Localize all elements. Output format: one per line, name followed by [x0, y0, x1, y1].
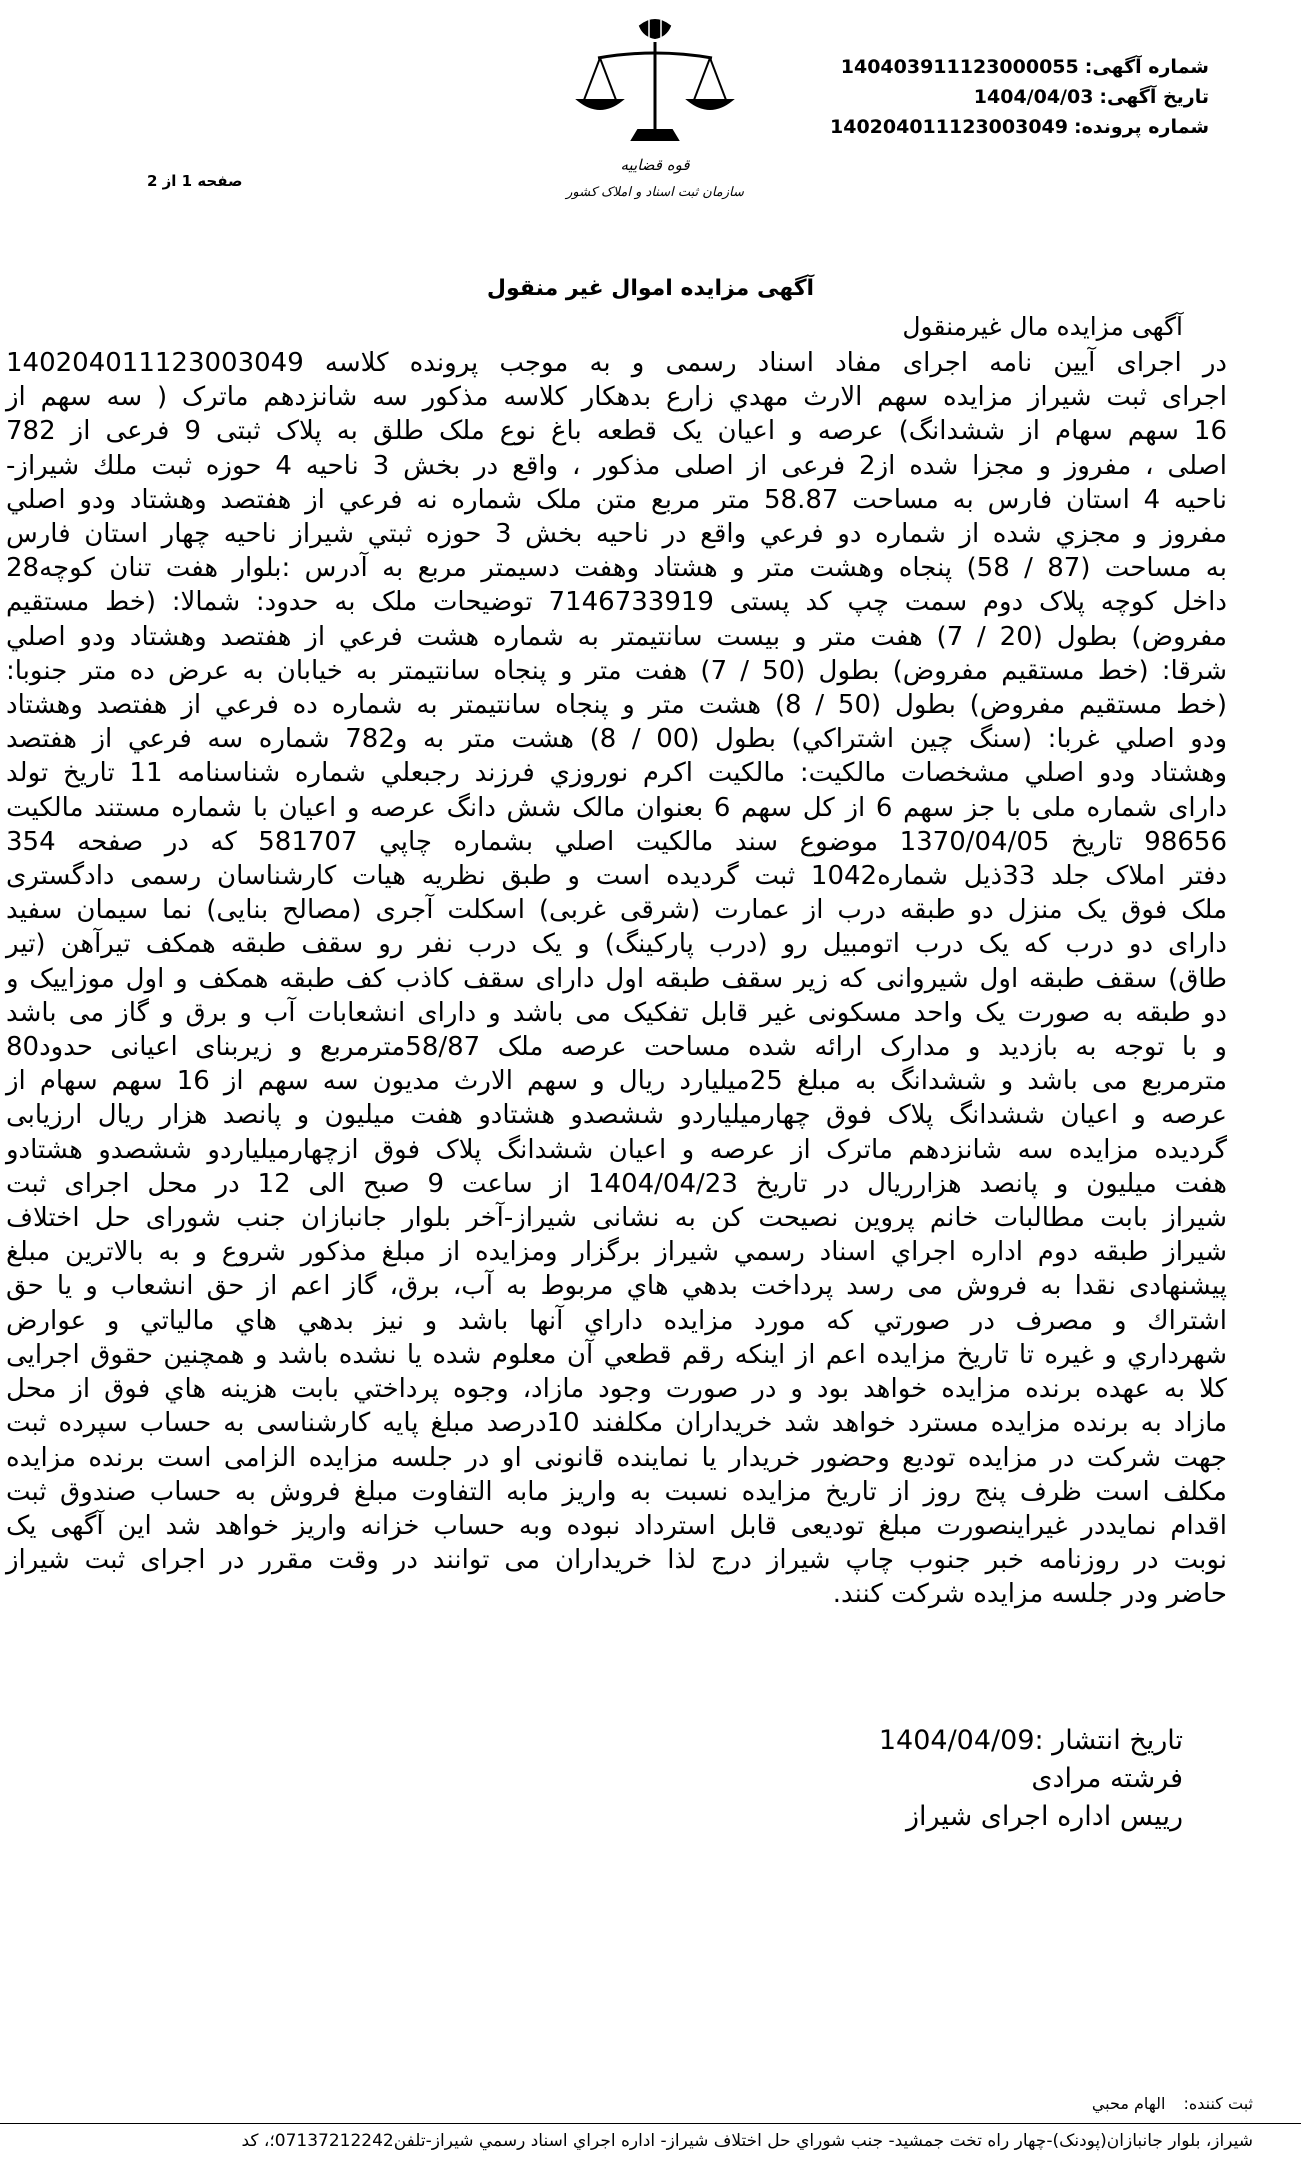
notice-body-line: ملک فوق یک منزل دو طبقه درب از عمارت (شرقی غربی) اسکلت آجری (مصالح بنایی) نما سیمان سفید	[6, 895, 1227, 926]
notice-number: 140403911123000055	[840, 56, 1079, 78]
notice-metadata	[830, 52, 1209, 142]
notice-date-row	[830, 82, 1209, 112]
notice-body-line: کلا به عهده برنده مزایده خواهد بود و در صورت وجود مازاد، وجوه پرداختي بابت هزینه هاي فوق از محل	[6, 1374, 1227, 1405]
case-number-label: شماره پرونده:	[1073, 116, 1209, 138]
notice-date-label: تاریخ آگهی:	[1099, 86, 1209, 108]
registrar-line	[1092, 2094, 1253, 2113]
notice-body-line: اشتراك و مصرف در صورتي كه مورد مزایده داراي آنها باشد و نیز بدهي هاي مالیاتي و عوارض	[6, 1305, 1227, 1336]
notice-body-line: 16 سهم سهام از ششدانگ) عرصه و اعیان یک قطعه باغ نوع ملک طلق به پلاک ثبتی 9 فرعی از 782	[6, 416, 1227, 447]
notice-body-line: مفروض) بطول (20 / 7) هفت متر و بیست سانتیمتر به شماره هشت فرعي از هفتصد وهشتاد ودو اصلي	[6, 621, 1227, 652]
footer-address	[0, 2131, 1301, 2151]
notice-body-line: در اجرای آیین نامه اجرای مفاد اسناد رسمی و به موجب پرونده کلاسه 140204011123003049	[6, 348, 1227, 378]
signer-name: فرشته مرادی	[1031, 1763, 1183, 1794]
judiciary-emblem-icon	[540, 12, 770, 212]
case-number: 140204011123003049	[830, 116, 1068, 138]
notice-body-line: (خط مستقیم مفروض) بطول (50 / 8) هشت متر و پنجاه سانتیمتر به شماره ده فرعي از هفتصد وهشتاد	[6, 690, 1228, 721]
notice-body-line: ودو اصلي غربا: (سنگ چین اشتراکي) بطول (00 / 8) هشت متر به و782 شماره سه فرعي از هفتصد	[6, 724, 1227, 755]
notice-body-line: دفتر املاک جلد 33ذیل شماره1042 ثبت گردیده است و طبق نظریه هیات کارشناسان رسمی دادگستری	[6, 861, 1228, 892]
notice-body-line: وهشتاد ودو اصلي مشخصات مالکیت: مالکیت اکرم نوروزي فرزند رجبعلي شماره شناسنامه 11 تاریخ تولد	[6, 758, 1228, 789]
notice-body-line: شیراز طبقه دوم اداره اجراي اسناد رسمي شیراز برگزار ومزایده از مبلغ مذکور شروع و به بالاترین مبلغ	[6, 1237, 1227, 1268]
notice-body-line: هفت میلیون و پانصد هزارریال در تاریخ 1404/04/23 از ساعت 9 صبح الی 12 در محل اجرای ثبت	[6, 1168, 1228, 1199]
page-indicator: صفحه 1 از 2	[147, 172, 243, 190]
notice-body-line: دارای شماره ملی با جز سهم 6 از کل سهم 6 بعنوان مالک شش دانگ عرصه و اعیان با شماره مستند مالکیت	[6, 792, 1228, 823]
registrar-name: الهام محبي	[1091, 2094, 1166, 2113]
notice-body-line: طاق) سقف طبقه اول شیروانی که زیر سقف طبقه اول دارای سقف کاذب کف طبقه همکف و اول موزاییک و	[6, 963, 1227, 994]
notice-body	[6, 346, 1227, 1612]
notice-body-line: عرصه و اعیان ششدانگ پلاک فوق چهارمیلیاردو ششصدو هشتادو هفت میلیون و پانصد هزار ریال ارزیابی	[6, 1100, 1227, 1131]
notice-body-line: اصلی ، مفروز و مجزا شده از2 فرعی از اصلی مذکور ، واقع در بخش 3 ناحیه 4 حوزه ثبت ملك شیراز-	[6, 450, 1227, 481]
notice-body-line: دارای دو درب که یک درب اتومبیل رو (درب پارکینگ) و یک درب نفر رو سقف طبقه همکف تیرآهن (تیر	[6, 929, 1227, 960]
notice-body-line: شرقا: (خط مستقیم مفروض) بطول (50 / 7) هفت متر و پنجاه سانتیمتر به خیابان به عرض ده متر جنوبا:	[6, 655, 1227, 686]
emblem-caption-organization: سازمان ثبت اسناد و املاک کشور	[566, 185, 744, 200]
notice-body-line: اقدام نمایددر غیراینصورت مبلغ تودیعی قابل استرداد نبوده وبه حساب خزانه واریز خواهد شد این آگهی یک	[6, 1510, 1227, 1541]
notice-body-line: شیراز بابت مطالبات خانم پروین نصیحت کن به نشانی شیراز-آخر بلوار جانبازان جنب شورای حل اختلاف	[6, 1203, 1227, 1234]
notice-number-row	[830, 52, 1209, 82]
notice-date: 1404/04/03	[973, 86, 1094, 108]
case-number-row	[830, 112, 1209, 142]
notice-body-line: به مساحت (87 / 58) پنجاه وهشت متر و هشتاد وهفت دسیمتر مربع به آدرس :بلوار هفت تنان کوچه28	[6, 553, 1227, 584]
notice-body-line: داخل کوچه پلاک دوم سمت چپ کد پستی 7146733919 توضیحات ملک به حدود: شمالا: (خط مستقیم	[6, 587, 1227, 618]
footer-address-text: شیراز، بلوار جانبازان(پودنک)-چهار راه تخت جمشید- جنب شوراي حل اختلاف شیراز- اداره اجراي اسناد رسمي شیراز-تلفن07137212242؛، کد	[241, 2131, 1253, 2151]
publication-block	[879, 1722, 1183, 1836]
notice-body-line: و با توجه به بازدید و مدارک ارائه شده مساحت عرصه ملک 58/87مترمربع و زیربنای اعیانی حدود80	[6, 1032, 1227, 1063]
notice-title: آگهی مزایده اموال غیر منقول	[486, 276, 815, 301]
notice-number-label: شماره آگهی:	[1084, 56, 1209, 78]
notice-body-line: جهت شرکت در مزایده تودیع وحضور خریدار یا نماینده قانونی او در جلسه مزایده الزامی است برنده مزایده	[6, 1442, 1227, 1473]
notice-body-line: پیشنهادی نقدا به فروش می رسد پرداخت بدهي هاي مربوط به آب، برق، گاز اعم از حق انشعاب و یا حق	[6, 1271, 1227, 1302]
registrar-label: ثبت کننده:	[1183, 2094, 1253, 2113]
emblem-caption-judiciary: قوه قضاییه	[620, 156, 690, 174]
notice-body-line: گردیده مزایده سه شانزدهم ماترک از عرصه و اعیان ششدانگ پلاک فوق ازچهارمیلیاردو ششصدو هشتادو	[6, 1134, 1227, 1165]
notice-body-line: دو طبقه به صورت یک واحد مسکونی غیر قابل تفکیک می باشد و دارای انشعابات آب و برق و گاز می باشد	[6, 997, 1227, 1028]
publish-date: تاریخ انتشار :1404/04/09	[878, 1725, 1183, 1756]
notice-body-line: اجرای ثبت شیراز مزایده سهم الارث مهدي زارع بدهکار کلاسه مذکور سه شانزدهم ماترک ( سه سهم از	[6, 382, 1227, 413]
notice-body-line: نوبت در روزنامه خبر جنوب چاپ شیراز درج لذا خریداران می توانند در وقت مقرر در اجرای ثبت شیراز	[6, 1545, 1227, 1576]
notice-body-line: مازاد به برنده مزایده مسترد خواهد شد خریداران مکلفند 10درصد مبلغ پایه کارشناسی به حساب سپرده ثبت	[6, 1408, 1227, 1439]
notice-body-line: مترمربع می باشد و ششدانگ به مبلغ 25میلیارد ریال و سهم الارث مدیون سه سهم از 16 سهم سهام از	[6, 1066, 1227, 1097]
notice-body-line: مکلف است ظرف پنج روز از تاریخ مزایده نسبت به واریز مابه التفاوت مبلغ فروش به حساب صندوق ثبت	[6, 1476, 1227, 1507]
footer-divider	[0, 2123, 1301, 2124]
notice-subtitle: آگهی مزایده مال غیرمنقول	[902, 312, 1183, 341]
notice-body-line: مفروز و مجزي شده از شماره دو فرعي واقع در ناحیه بخش 3 حوزه ثبتي شیراز ناحیه چهار استان فارس	[6, 519, 1227, 550]
notice-body-line: حاضر ودر جلسه مزایده شرکت کنند.	[832, 1579, 1227, 1610]
notice-body-line: شهرداري و غیره تا تاریخ مزایده اعم از اینكه رقم قطعي آن معلوم شده یا نشده باشد و همچنین حقوق اجرایی	[6, 1339, 1227, 1370]
signer-title: رییس اداره اجرای شیراز	[905, 1801, 1183, 1832]
notice-body-line: 98656 تاریخ 1370/04/05 موضوع سند مالکیت اصلي بشماره چاپي 581707 که در صفحه 354	[6, 826, 1227, 857]
notice-body-line: ناحیه 4 استان فارس به مساحت 58.87 متر مربع متن ملک شماره نه فرعي از هفتصد وهشتاد ودو اصلي	[6, 484, 1227, 515]
